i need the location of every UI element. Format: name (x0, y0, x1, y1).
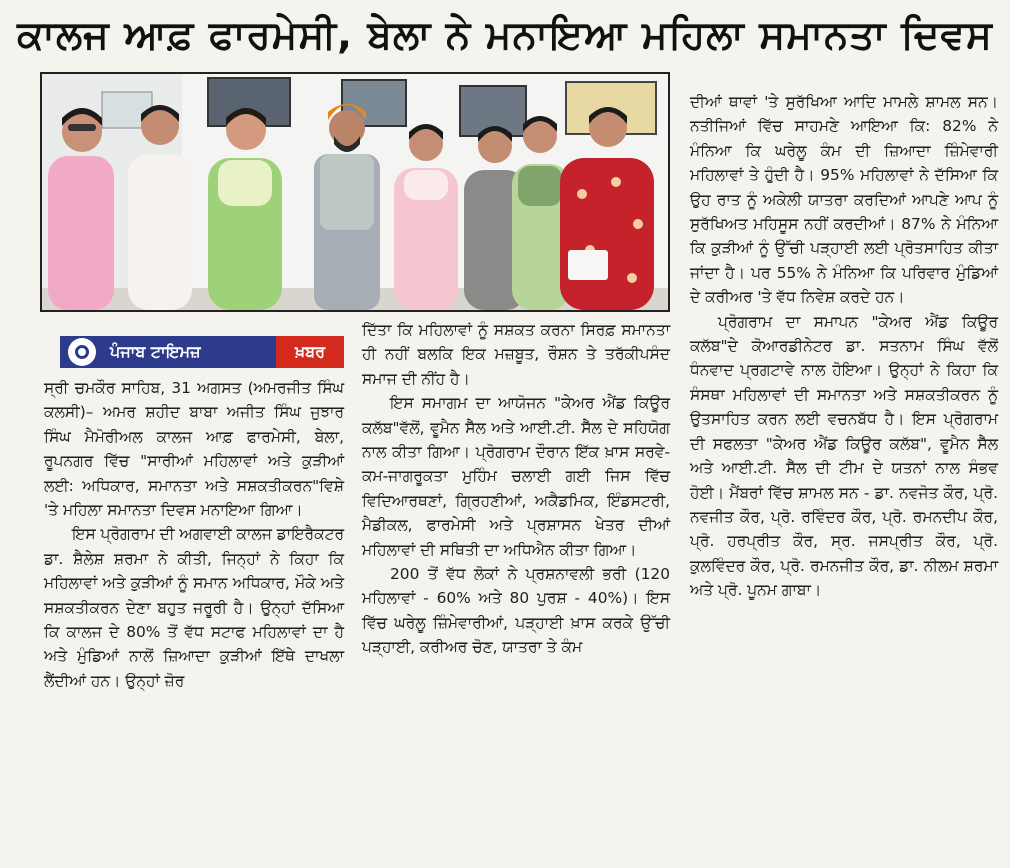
article-paragraph: ਦਿੱਤਾ ਕਿ ਮਹਿਲਾਵਾਂ ਨੂੰ ਸਸ਼ਕਤ ਕਰਨਾ ਸਿਰਫ਼ ਸਮਾਨਤਾ ਹੀ ਨਹੀਂ ਬਲਕਿ ਇਕ ਮਜ਼ਬੂਤ, ਰੌਸ਼ਨ ਤੇ ਤਰੱਕੀਪਸੰਦ ਸਮਾਜ ਦੀ ਨੀਂਹ ਹੈ। (362, 321, 670, 388)
article-paragraph: ਸ੍ਰੀ ਚਮਕੌਰ ਸਾਹਿਬ, 31 ਅਗਸਤ (ਅਮਰਜੀਤ ਸਿੰਘ ਕਲਸੀ)– ਅਮਰ ਸ਼ਹੀਦ ਬਾਬਾ ਅਜੀਤ ਸਿੰਘ ਜੁਝਾਰ ਸਿੰਘ ਮੈਮੋਰੀਅਲ ਕਾਲਜ ਆਫ਼ ਫਾਰਮੇਸੀ, ਬੇਲਾ, ਰੂਪਨਗਰ ਵਿੱਚ "ਸਾਰੀਆਂ ਮਹਿਲਾਵਾਂ ਅਤੇ ਕੁੜੀਆਂ ਲਈ: ਅਧਿਕਾਰ, ਸਮਾਨਤਾ ਅਤੇ ਸਸ਼ਕਤੀਕਰਨ"ਵਿਸ਼ੇ 'ਤੇ ਮਹਿਲਾ ਸਮਾਨਤਾ ਦਿਵਸ ਮਨਾਇਆ ਗਿਆ। (44, 379, 344, 520)
article-paragraph: ਪ੍ਰੋਗਰਾਮ ਦਾ ਸਮਾਪਨ "ਕੇਅਰ ਐਂਡ ਕਿਊਰ ਕਲੱਬ"ਦੇ ਕੋਆਰਡੀਨੇਟਰ ਡਾ. ਸਤਨਾਮ ਸਿੰਘ ਵੱਲੋਂ ਧੰਨਵਾਦ ਪ੍ਰਗਟਾਵੇ ਨਾਲ ਹੋਇਆ। ਉਨ੍ਹਾਂ ਨੇ ਕਿਹਾ ਕਿ ਸੰਸਥਾ ਮਹਿਲਾਵਾਂ ਦੀ ਸਮਾਨਤਾ ਅਤੇ ਸਸ਼ਕਤੀਕਰਨ ਨੂੰ ਉਤਸਾਹਿਤ ਕਰਨ ਲਈ ਵਚਨਬੱਧ ਹੈ। ਇਸ ਪ੍ਰੋਗਰਾਮ ਦੀ ਸਫਲਤਾ "ਕੇਅਰ ਐਂਡ ਕਿਊਰ ਕਲੱਬ", ਵੂਮੈਨ ਸੈੱਲ ਅਤੇ ਆਈ.ਟੀ. ਸੈੱਲ ਦੀ ਟੀਮ ਦੇ ਯਤਨਾਂ ਨਾਲ ਸੰਭਵ ਹੋਈ। ਮੈਂਬਰਾਂ ਵਿੱਚ ਸ਼ਾਮਲ ਸਨ - ਡਾ. ਨਵਜੋਤ ਕੌਰ, ਪ੍ਰੋ. ਨਵਜੀਤ ਕੌਰ, ਪ੍ਰੋ. ਰਵਿੰਦਰ ਕੌਰ, ਪ੍ਰੋ. ਰਮਨਦੀਪ ਕੌਰ, ਪ੍ਰੋ. ਹਰਪ੍ਰੀਤ ਕੌਰ, ਸ੍ਰ. ਜਸਪ੍ਰੀਤ ਕੌਰ, ਪ੍ਰੋ. ਕੁਲਵਿੰਦਰ ਕੌਰ, ਪ੍ਰੋ. ਰਮਨਜੀਤ ਕੌਰ, ਡਾ. ਨੀਲਮ ਸ਼ਰਮਾ ਅਤੇ ਪ੍ਰੋ. ਪੂਨਮ ਗਾਬਾ। (690, 312, 998, 600)
group-photo (40, 72, 670, 312)
group-photo-illustration (42, 74, 668, 310)
article-paragraph: ਇਸ ਸਮਾਗਮ ਦਾ ਆਯੋਜਨ "ਕੇਅਰ ਐਂਡ ਕਿਊਰ ਕਲੱਬ"ਵੱਲੋਂ, ਵੂਮੈਨ ਸੈੱਲ ਅਤੇ ਆਈ.ਟੀ. ਸੈੱਲ ਦੇ ਸਹਿਯੋਗ ਨਾਲ ਕੀਤਾ ਗਿਆ। ਪ੍ਰੋਗਰਾਮ ਦੌਰਾਨ ਇੱਕ ਖ਼ਾਸ ਸਰਵੇ-ਕਮ-ਜਾਗਰੂਕਤਾ ਮੁਹਿੰਮ ਚਲਾਈ ਗਈ ਜਿਸ ਵਿੱਚ ਵਿਦਿਆਰਥਣਾਂ, ਗ੍ਰਿਹਣੀਆਂ, ਅਕੈਡਮਿਕ, ਇੰਡਸਟਰੀ, ਮੈਡੀਕਲ, ਫਾਰਮੇਸੀ ਅਤੇ ਪ੍ਰਸ਼ਾਸਨ ਖੇਤਰ ਦੀਆਂ ਮਹਿਲਾਵਾਂ ਦੀ ਸਥਿਤੀ ਦਾ ਅਧਿਐਨ ਕੀਤਾ ਗਿਆ। (362, 394, 670, 559)
masthead-brand-label: ਪੰਜਾਬ ਟਾਇਮਜ਼ (110, 342, 201, 361)
headline: ਕਾਲਜ ਆਫ਼ ਫਾਰਮੇਸੀ, ਬੇਲਾ ਨੇ ਮਨਾਇਆ ਮਹਿਲਾ ਸਮਾਨਤਾ ਦਿਵਸ (17, 12, 993, 58)
article-column-left (44, 376, 344, 693)
punjab-times-masthead (60, 336, 344, 368)
article-paragraph: ਇਸ ਪ੍ਰੋਗਰਾਮ ਦੀ ਅਗਵਾਈ ਕਾਲਜ ਡਾਇਰੈਕਟਰ ਡਾ. ਸ਼ੈਲੇਸ਼ ਸ਼ਰਮਾ ਨੇ ਕੀਤੀ, ਜਿਨ੍ਹਾਂ ਨੇ ਕਿਹਾ ਕਿ ਮਹਿਲਾਵਾਂ ਅਤੇ ਕੁੜੀਆਂ ਨੂੰ ਸਮਾਨ ਅਧਿਕਾਰ, ਮੌਕੇ ਅਤੇ ਸਸ਼ਕਤੀਕਰਨ ਦੇਣਾ ਬਹੁਤ ਜਰੂਰੀ ਹੈ। ਉਨ੍ਹਾਂ ਦੱਸਿਆ ਕਿ ਕਾਲਜ ਦੇ 80% ਤੋਂ ਵੱਧ ਸਟਾਫ ਮਹਿਲਾਵਾਂ ਦਾ ਹੈ ਅਤੇ ਮੁੰਡਿਆਂ ਨਾਲੋਂ ਜ਼ਿਆਦਾ ਕੁੜੀਆਂ ਇੱਥੇ ਦਾਖਲਾ ਲੈਂਦੀਆਂ ਹਨ। ਉਨ੍ਹਾਂ ਜ਼ੋਰ (44, 525, 345, 690)
article-paragraph: 200 ਤੋਂ ਵੱਧ ਲੋਕਾਂ ਨੇ ਪ੍ਰਸ਼ਨਾਵਲੀ ਭਰੀ (120 ਮਹਿਲਾਵਾਂ - 60% ਅਤੇ 80 ਪੁਰਸ਼ - 40%)। ਇਸ ਵਿੱਚ ਘਰੇਲੂ ਜ਼ਿੰਮੇਵਾਰੀਆਂ, ਪੜ੍ਹਾਈ ਖ਼ਾਸ ਕਰਕੇ ਉੱਚੀ ਪੜ੍ਹਾਈ, ਕਰੀਅਰ ਚੋਣ, ਯਾਤਰਾ ਤੇ ਕੰਮ (362, 565, 670, 657)
article-column-middle (362, 318, 670, 660)
masthead-news-tag: ਖ਼ਬਰ (276, 336, 344, 368)
masthead-brand (60, 336, 276, 368)
punjab-times-logo-icon (68, 338, 96, 366)
article-column-right (690, 90, 998, 603)
article-paragraph: ਦੀਆਂ ਥਾਵਾਂ 'ਤੇ ਸੁਰੱਖਿਆ ਆਦਿ ਮਾਮਲੇ ਸ਼ਾਮਲ ਸਨ। ਨਤੀਜਿਆਂ ਵਿੱਚ ਸਾਹਮਣੇ ਆਇਆ ਕਿ: 82% ਨੇ ਮੰਨਿਆ ਕਿ ਘਰੇਲੂ ਕੰਮ ਦੀ ਜ਼ਿਆਦਾ ਜ਼ਿੰਮੇਵਾਰੀ ਮਹਿਲਾਵਾਂ ਤੇ ਹੁੰਦੀ ਹੈ। 95% ਮਹਿਲਾਵਾਂ ਨੇ ਦੱਸਿਆ ਕਿ ਉਹ ਰਾਤ ਨੂੰ ਅਕੇਲੀ ਯਾਤਰਾ ਕਰਦਿਆਂ ਆਪਣੇ ਆਪ ਨੂੰ ਸੁਰੱਖਿਅਤ ਮਹਿਸੂਸ ਨਹੀਂ ਕਰਦੀਆਂ। 87% ਨੇ ਮੰਨਿਆ ਕਿ ਕੁੜੀਆਂ ਨੂੰ ਉੱਚੀ ਪੜ੍ਹਾਈ ਲਈ ਪ੍ਰੋਤਸਾਹਿਤ ਕੀਤਾ ਜਾਂਦਾ ਹੈ। ਪਰ 55% ਨੇ ਮੰਨਿਆ ਕਿ ਪਰਿਵਾਰ ਮੁੰਡਿਆਂ ਦੇ ਕਰੀਅਰ 'ਤੇ ਵੱਧ ਨਿਵੇਸ਼ ਕਰਦੇ ਹਨ। (690, 93, 998, 307)
